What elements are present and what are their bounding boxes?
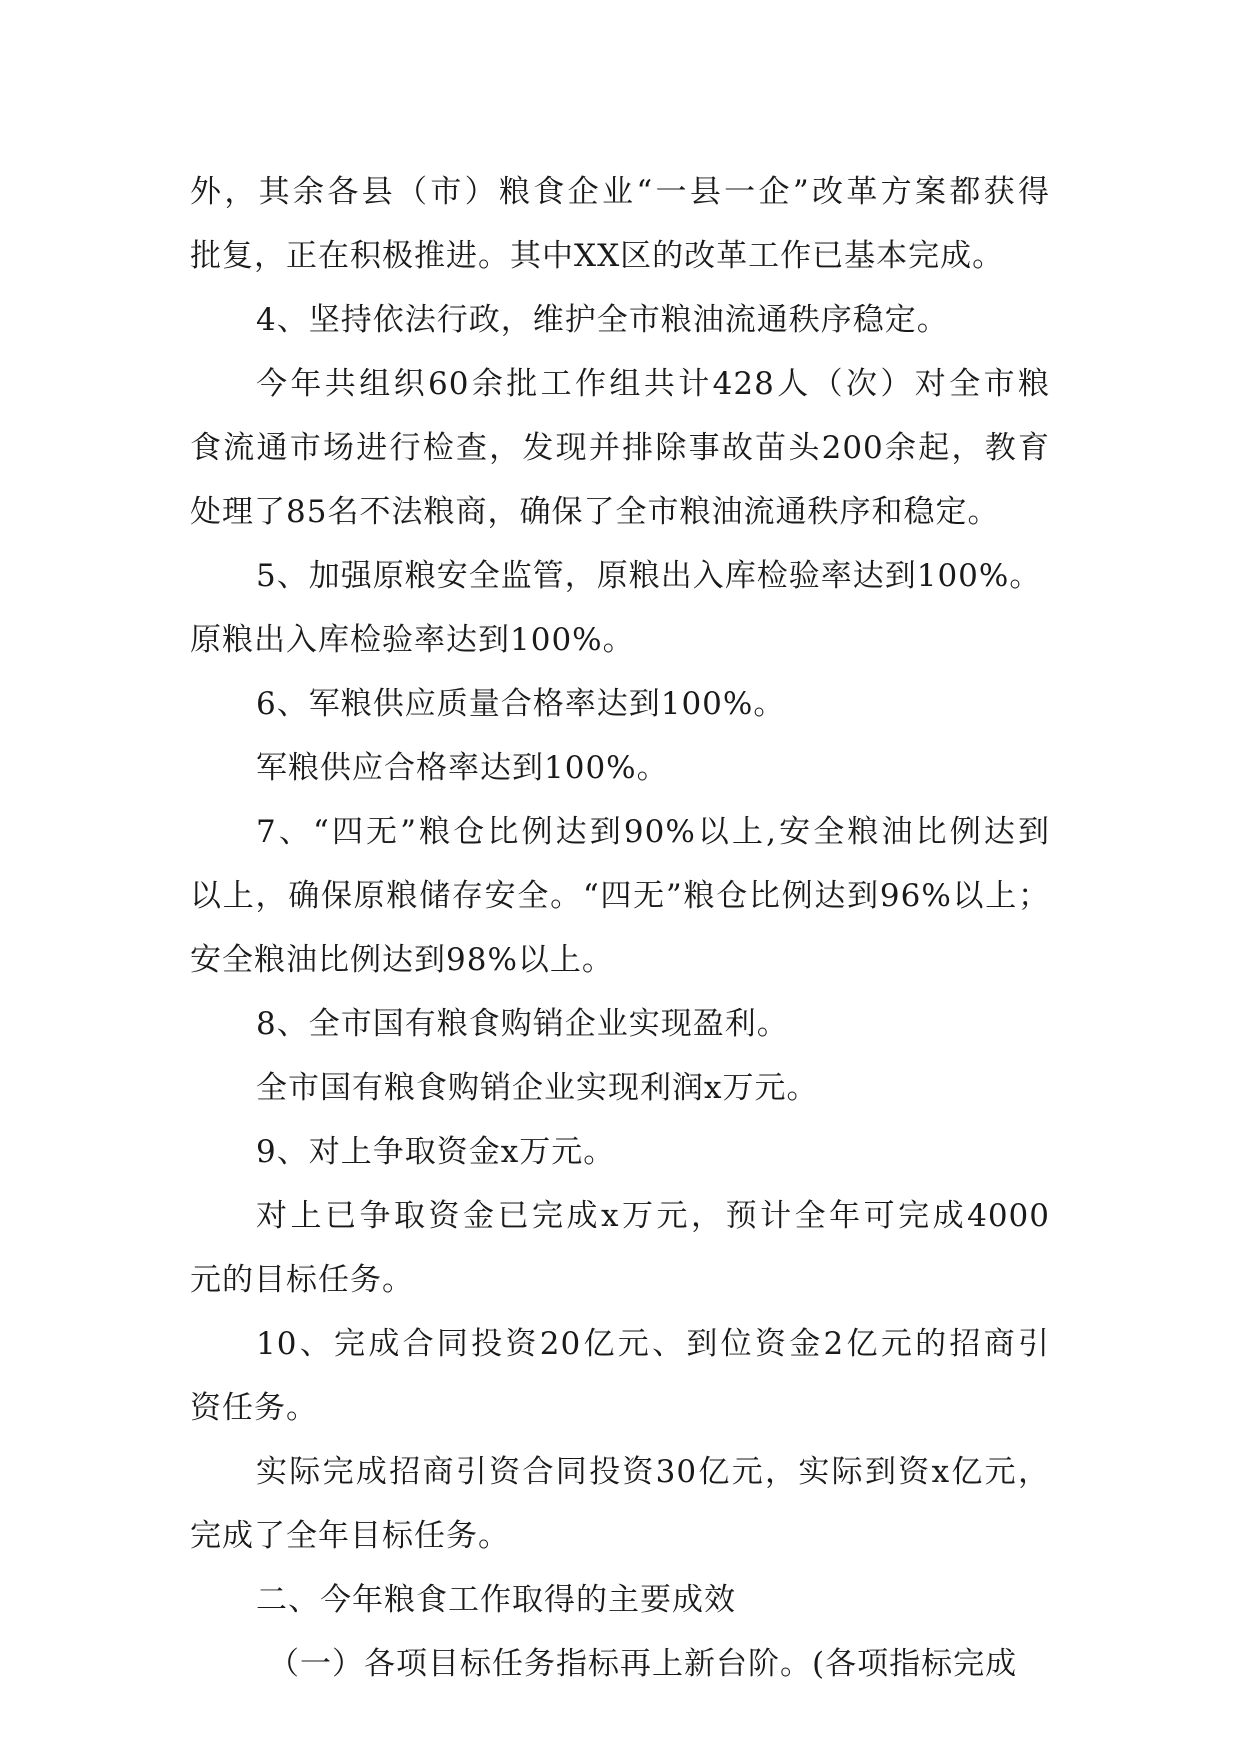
section-heading: 5、加强原粮安全监管，原粮出入库检验率达到100%。 xyxy=(256,558,1042,594)
subsection-heading: （一）各项目标任务指标再上新台阶。(各项指标完成 xyxy=(268,1646,1018,1682)
chapter-heading: 二、今年粮食工作取得的主要成效 xyxy=(256,1582,736,1618)
text-line: 全市国有粮食购销企业实现利润x万元。 xyxy=(256,1070,819,1106)
text-line: 安全粮油比例达到98%以上。 xyxy=(190,942,614,978)
text-line: 处理了85名不法粮商，确保了全市粮油流通秩序和稳定。 xyxy=(190,494,1000,530)
text-line: 元的目标任务。 xyxy=(190,1262,414,1298)
section-heading: 8、全市国有粮食购销企业实现盈利。 xyxy=(256,1006,789,1042)
text-line: 原粮出入库检验率达到100%。 xyxy=(190,622,635,658)
section-heading: 9、对上争取资金x万元。 xyxy=(256,1134,616,1170)
text-line: 资任务。 xyxy=(190,1390,318,1426)
text-line: 以上，确保原粮储存安全。“四无”粮仓比例达到96%以上； xyxy=(190,878,1050,914)
text-line: 军粮供应合格率达到100%。 xyxy=(256,750,669,786)
section-heading: 6、军粮供应质量合格率达到100%。 xyxy=(256,686,786,722)
text-line: 对上已争取资金已完成x万元，预计全年可完成4000 xyxy=(256,1198,1050,1234)
section-heading: 10、完成合同投资20亿元、到位资金2亿元的招商引 xyxy=(256,1326,1050,1362)
section-heading: 7、“四无”粮仓比例达到90%以上,安全粮油比例达到 xyxy=(256,814,1050,850)
text-line: 批复，正在积极推进。其中XX区的改革工作已基本完成。 xyxy=(190,238,1005,274)
text-line: 实际完成招商引资合同投资30亿元，实际到资x亿元， xyxy=(256,1454,1050,1490)
text-line: 食流通市场进行检查，发现并排除事故苗头200余起，教育 xyxy=(190,430,1050,466)
section-heading: 4、坚持依法行政，维护全市粮油流通秩序稳定。 xyxy=(256,302,949,338)
text-line: 外，其余各县（市）粮食企业“一县一企”改革方案都获得 xyxy=(190,174,1050,210)
text-line: 完成了全年目标任务。 xyxy=(190,1518,510,1554)
document-body xyxy=(190,160,1050,1696)
text-line: 今年共组织60余批工作组共计428人（次）对全市粮 xyxy=(256,366,1050,402)
